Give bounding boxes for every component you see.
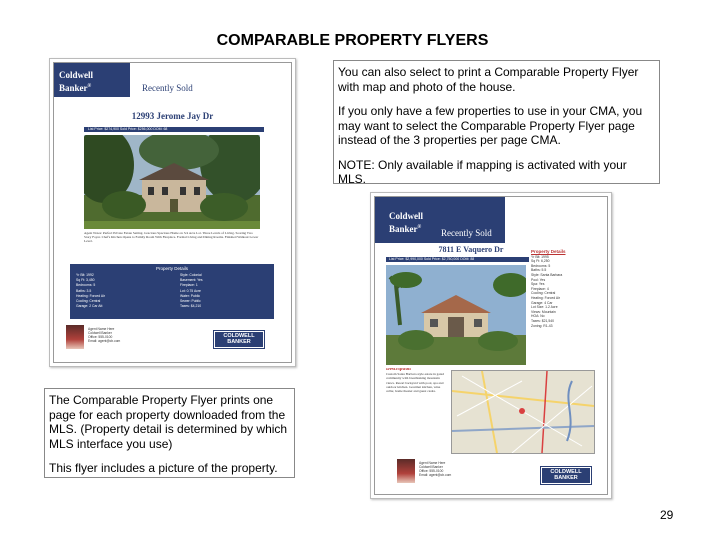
property-photo [84, 135, 260, 229]
property-description: Custom Santa Barbara style estate in gated community with breathtaking mountain views. Resort backyard with pool, spa and outdoor kitchen. Gourmet kitchen, wine cellar, home theater and guest casita. [386, 372, 445, 394]
detail-line: Sq Ft: 3,450 [76, 278, 95, 283]
agent-line: Office: 555-0100 [88, 335, 113, 339]
detail-line: Bedrooms: 5 [531, 263, 551, 268]
detail-line: Pool: Yes [531, 277, 546, 282]
detail-line: Zoning: R1-43 [531, 323, 553, 328]
details-title: Property Details [531, 249, 566, 254]
coldwell-banker-badge: COLDWELL BANKER [214, 331, 264, 348]
agent-line: Office: 555-0100 [419, 469, 444, 473]
detail-line: Taxes: $21,540 [531, 318, 554, 323]
brand-logo: Coldwell Banker® [389, 211, 424, 234]
agent-info [419, 461, 489, 477]
agent-photo [66, 325, 84, 349]
property-photo [386, 265, 526, 365]
detail-line: Cooling: Central [76, 299, 101, 304]
info-box-flyer-description [44, 388, 295, 478]
detail-line: Baths: 5.5 [531, 268, 547, 273]
detail-line: Lot Size: 1.2 Acre [531, 305, 558, 310]
detail-line: HOA: No [531, 314, 545, 319]
agent-info [88, 327, 168, 343]
detail-line: Heating: Forced Air [531, 295, 561, 300]
status-label: Recently Sold [441, 228, 492, 238]
detail-line: Taxes: $4,210 [180, 304, 202, 309]
info-paragraph: If you only have a few properties to use in your CMA, you may want to select the Comparable Property Flyer page instead of the 3 properties per page CMA. [338, 104, 643, 147]
detail-line: Style: Colonial [180, 273, 202, 277]
details-column [531, 250, 601, 328]
detail-line: Cooling: Central [531, 291, 556, 296]
detail-line: Sq Ft: 6,250 [531, 259, 550, 264]
detail-line: Lot: 0.75 Acre [180, 288, 201, 293]
status-label: Recently Sold [142, 83, 193, 93]
slide-title: COMPARABLE PROPERTY FLYERS [216, 32, 489, 49]
details-left-column [76, 273, 105, 309]
agent-line: Coldwell Banker [419, 465, 443, 469]
detail-line: Garage: 4 Car [531, 300, 553, 305]
info-paragraph: The Comparable Property Flyer prints one page for each property downloaded from the MLS. (Property detail is determined by which MLS interface you use) [49, 393, 288, 451]
page-number: 29 [660, 508, 674, 522]
property-address: 7811 E Vaquero Dr [438, 245, 504, 254]
detail-line: Fireplace: 1 [180, 283, 198, 288]
detail-line: Style: Santa Barbara [531, 272, 563, 277]
detail-line: Baths: 3.5 [76, 288, 92, 293]
description-title: Description [386, 368, 411, 372]
agent-line: Email: agent@cb.com [88, 339, 121, 343]
price-bar: List Price: $2,990,000 Sold Price: $2,750,000 DOM: 88 [386, 257, 529, 262]
detail-line: Sewer: Public [180, 299, 201, 304]
agent-photo [397, 459, 415, 483]
detail-line: Heating: Forced Air [76, 293, 106, 298]
detail-line: Bedrooms: 5 [76, 283, 96, 288]
property-description: Agent Notes: Perfect Private Estate Setting. Gracious Spacious Home on 3/4 Acre Lot. Three Levels of Living. Soaring Two Story Foyer. Chef's Kitchen Opens to Family Room With Fireplace. Formal Living and Dining Rooms. Finished Walkout Lower Level. [84, 231, 259, 244]
flyer-thumbnail-vaquero [370, 192, 612, 499]
coldwell-banker-badge: COLDWELL BANKER [541, 467, 591, 484]
detail-line: Yr Blt: 1992 [76, 273, 94, 277]
flyer-logo-banner [54, 63, 130, 97]
agent-line: Email: agent@cb.com [419, 473, 452, 477]
info-paragraph: This flyer includes a picture of the property. [49, 461, 278, 475]
detail-line: Views: Mountain [531, 309, 556, 314]
detail-line: Garage: 2 Car Att [76, 304, 103, 309]
details-title: Property Details [155, 266, 188, 271]
info-box-flyer-option [333, 60, 660, 184]
info-paragraph: You can also select to print a Comparable Property Flyer with map and photo of the house. [338, 65, 639, 94]
info-note: NOTE: Only available if mapping is activated with your MLS. [338, 157, 627, 186]
detail-line: Water: Public [180, 293, 201, 298]
detail-line: Spa: Yes [531, 282, 545, 287]
detail-line: Fireplace: 4 [531, 286, 549, 291]
detail-line: Yr Blt: 1995 [531, 254, 549, 259]
brand-logo: Coldwell Banker® [59, 70, 94, 93]
detail-line: Basement: Yes [180, 278, 203, 283]
price-bar: List Price: $274,900 Sold Price: $256,000 DOM: 68 [84, 127, 264, 132]
flyer-thumbnail-jerome-jay [49, 58, 296, 367]
agent-line: Agent Name Here [88, 327, 115, 331]
details-panel [70, 264, 274, 319]
location-map [451, 370, 595, 454]
agent-line: Coldwell Banker [88, 331, 112, 335]
details-right-column [180, 273, 203, 309]
property-address: 12993 Jerome Jay Dr [131, 111, 214, 121]
agent-line: Agent Name Here [419, 461, 446, 465]
description-block [386, 368, 448, 428]
